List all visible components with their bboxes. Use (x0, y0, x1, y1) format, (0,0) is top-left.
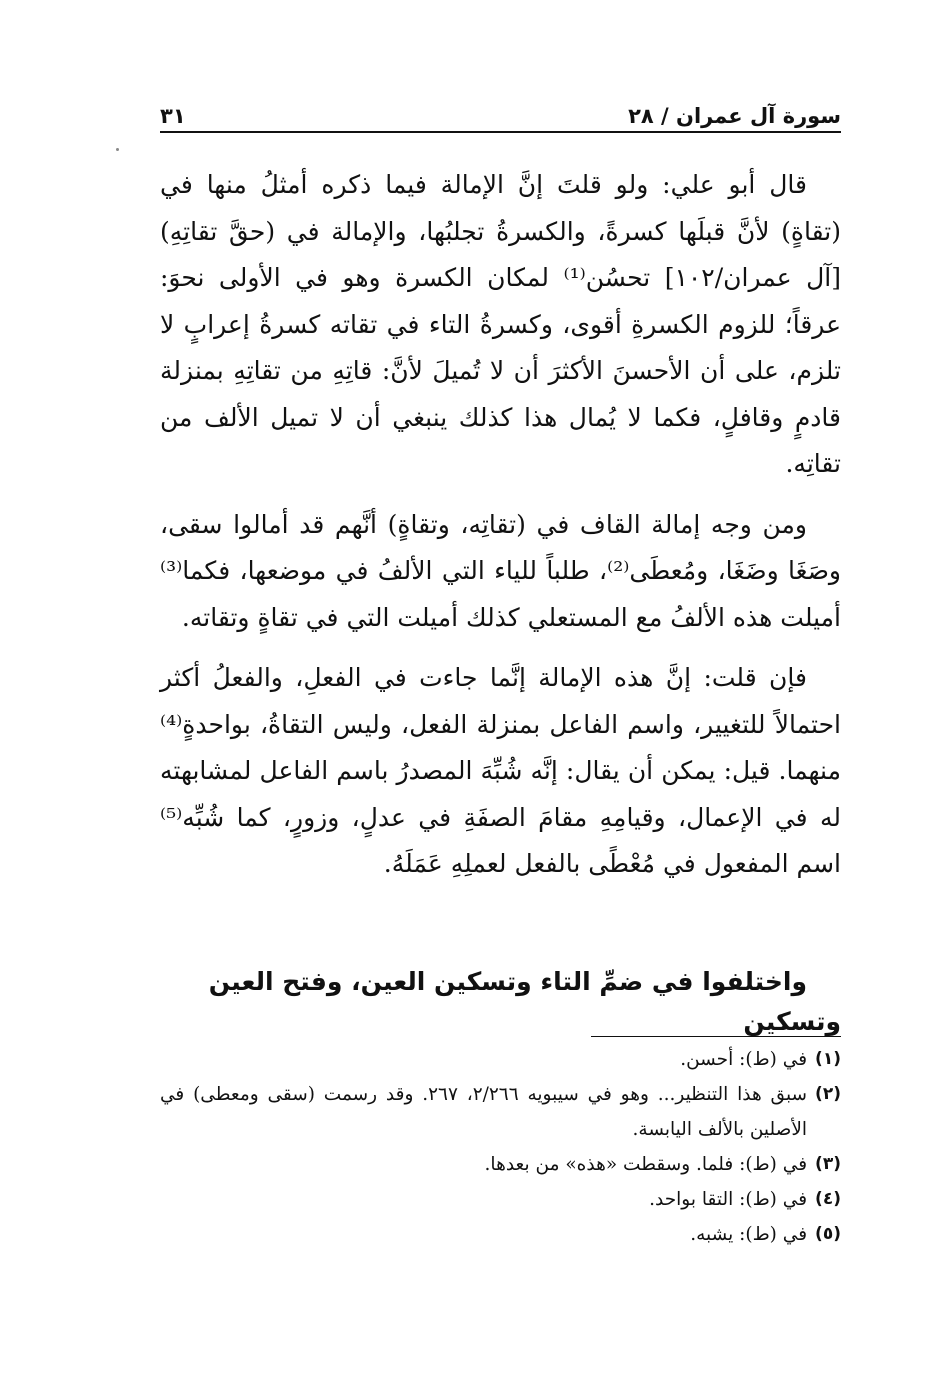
footnote-1 (160, 1042, 841, 1077)
paragraph-1: قال أبو علي: ولو قلتَ إنَّ الإمالة فيما ذكره أمثلُ منها في (تقاةٍ) لأنَّ قبلَها كسرةً، والكسرةُ تجلبُها، والإمالة في (حقَّ تقاتِهِ) [آل عمران/١٠٢] تحسُن⁽¹⁾ لمكان الكسرة وهو في الأولى نحوَ: عرقاً؛ للزوم الكسرةِ أقوى، وكسرةُ التاء في تقاته كسرةُ إعرابٍ لا تلزم، على أن الأحسنَ الأكثرَ أن لا تُميلَ لأنَّ: قاتِهِ من تقاتِهِ بمنزلة قادمٍ وقافلٍ، فكما لا يُمال هذا كذلك ينبغي أن لا تميل الألف من تقاتِه. (160, 170, 841, 478)
footnote-number: (٣) (815, 1154, 841, 1174)
bold-heading: واختلفوا في ضمِّ التاء وتسكين العين، وفتح العين وتسكين (208, 967, 841, 1036)
main-text (160, 162, 841, 896)
header-rule (160, 131, 841, 133)
page-header (160, 96, 841, 128)
footnote-text: في (ط): يشبه. (690, 1224, 808, 1245)
footnote-5 (160, 1217, 841, 1252)
page-number: ٣١ (160, 104, 186, 128)
footnote-text: في (ط): التقا بواحد. (649, 1189, 808, 1210)
footnote-rule (591, 1036, 841, 1037)
footnote-text: في (ط): فلما. وسقطت «هذه» من بعدها. (484, 1154, 808, 1175)
paragraph-3: فإن قلت: إنَّ هذه الإمالة إنَّما جاءت في الفعلِ، والفعلُ أكثر احتمالاً للتغيير، واسم الفاعل بمنزلة الفعل، وليس التقاةُ، بواحدةٍ⁽⁴⁾ منهما. قيل: يمكن أن يقال: إنَّه شُبِّهَ المصدرُ باسم الفاعل لمشابهته له في الإعمال، وقيامِهِ مقامَ الصفَةِ في عدلٍ، وزورٍ، كما شُبِّه⁽⁵⁾ اسم المفعول في مُعْطًى بالفعل لعملِهِ عَمَلَهُ. (160, 663, 841, 878)
footnotes (160, 1042, 841, 1252)
running-title: سورة آل عمران / ٢٨ (628, 104, 841, 128)
footnote-number: (٢) (815, 1084, 841, 1104)
footnote-number: (١) (815, 1049, 841, 1069)
footnote-4 (160, 1182, 841, 1217)
paragraph-2: ومن وجه إمالة القاف في (تقاتِه، وتقاةٍ) أنَّهم قد أمالوا سقى، وصَغَا وضَغَا، ومُعطَى⁽²⁾، طلباً للياء التي الألفُ في موضعها، فكما⁽³⁾ أميلت هذه الألفُ مع المستعلي كذلك أميلت التي في تقاةٍ وتقاته. (160, 509, 841, 632)
footnote-2 (160, 1077, 841, 1147)
footnote-text: سبق هذا التنظير... وهو في سيبويه ٢/٢٦٦، ٢٦٧. وقد رسمت (سقى ومعطى) في الأصلين بالألف اليابسة. (160, 1084, 808, 1140)
footnote-text: في (ط): أحسن. (680, 1049, 808, 1070)
footnote-3 (160, 1147, 841, 1182)
footnote-number: (٥) (815, 1224, 841, 1244)
margin-dot (116, 148, 119, 151)
footnote-number: (٤) (815, 1189, 841, 1209)
